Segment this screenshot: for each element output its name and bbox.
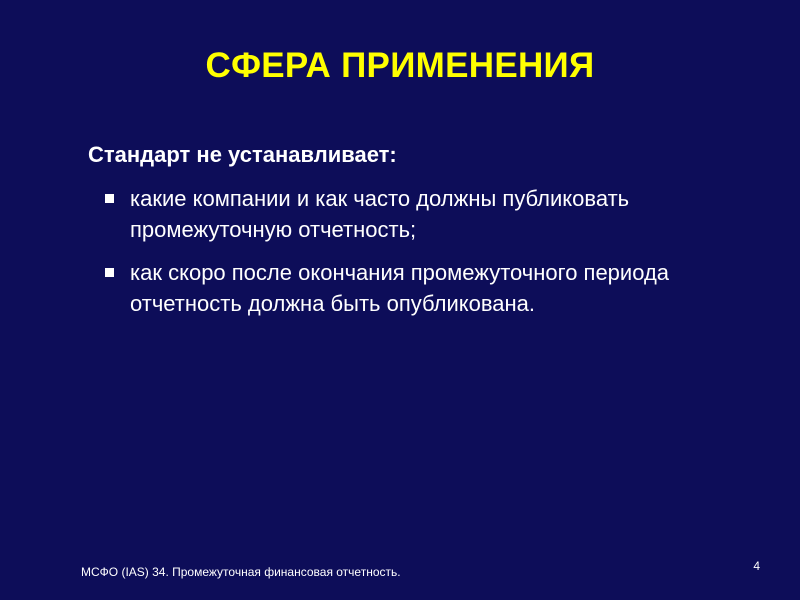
footer-text: МСФО (IAS) 34. Промежуточная финансовая отчетность. — [81, 565, 401, 579]
bullet-text: какие компании и как часто должны публиковать промежуточную отчетность; — [130, 186, 630, 242]
bullet-item — [103, 257, 753, 319]
square-bullet-icon — [105, 194, 114, 203]
square-bullet-icon — [105, 268, 114, 277]
lead-text: Стандарт не устанавливает: — [88, 142, 397, 167]
bullet-text: как скоро после окончания промежуточного периода отчетность должна быть опубликована. — [130, 260, 670, 316]
slide-title: СФЕРА ПРИМЕНЕНИЯ — [205, 46, 595, 85]
bullet-item — [103, 183, 753, 245]
page-number: 4 — [753, 559, 760, 573]
bullet-list — [103, 183, 753, 331]
